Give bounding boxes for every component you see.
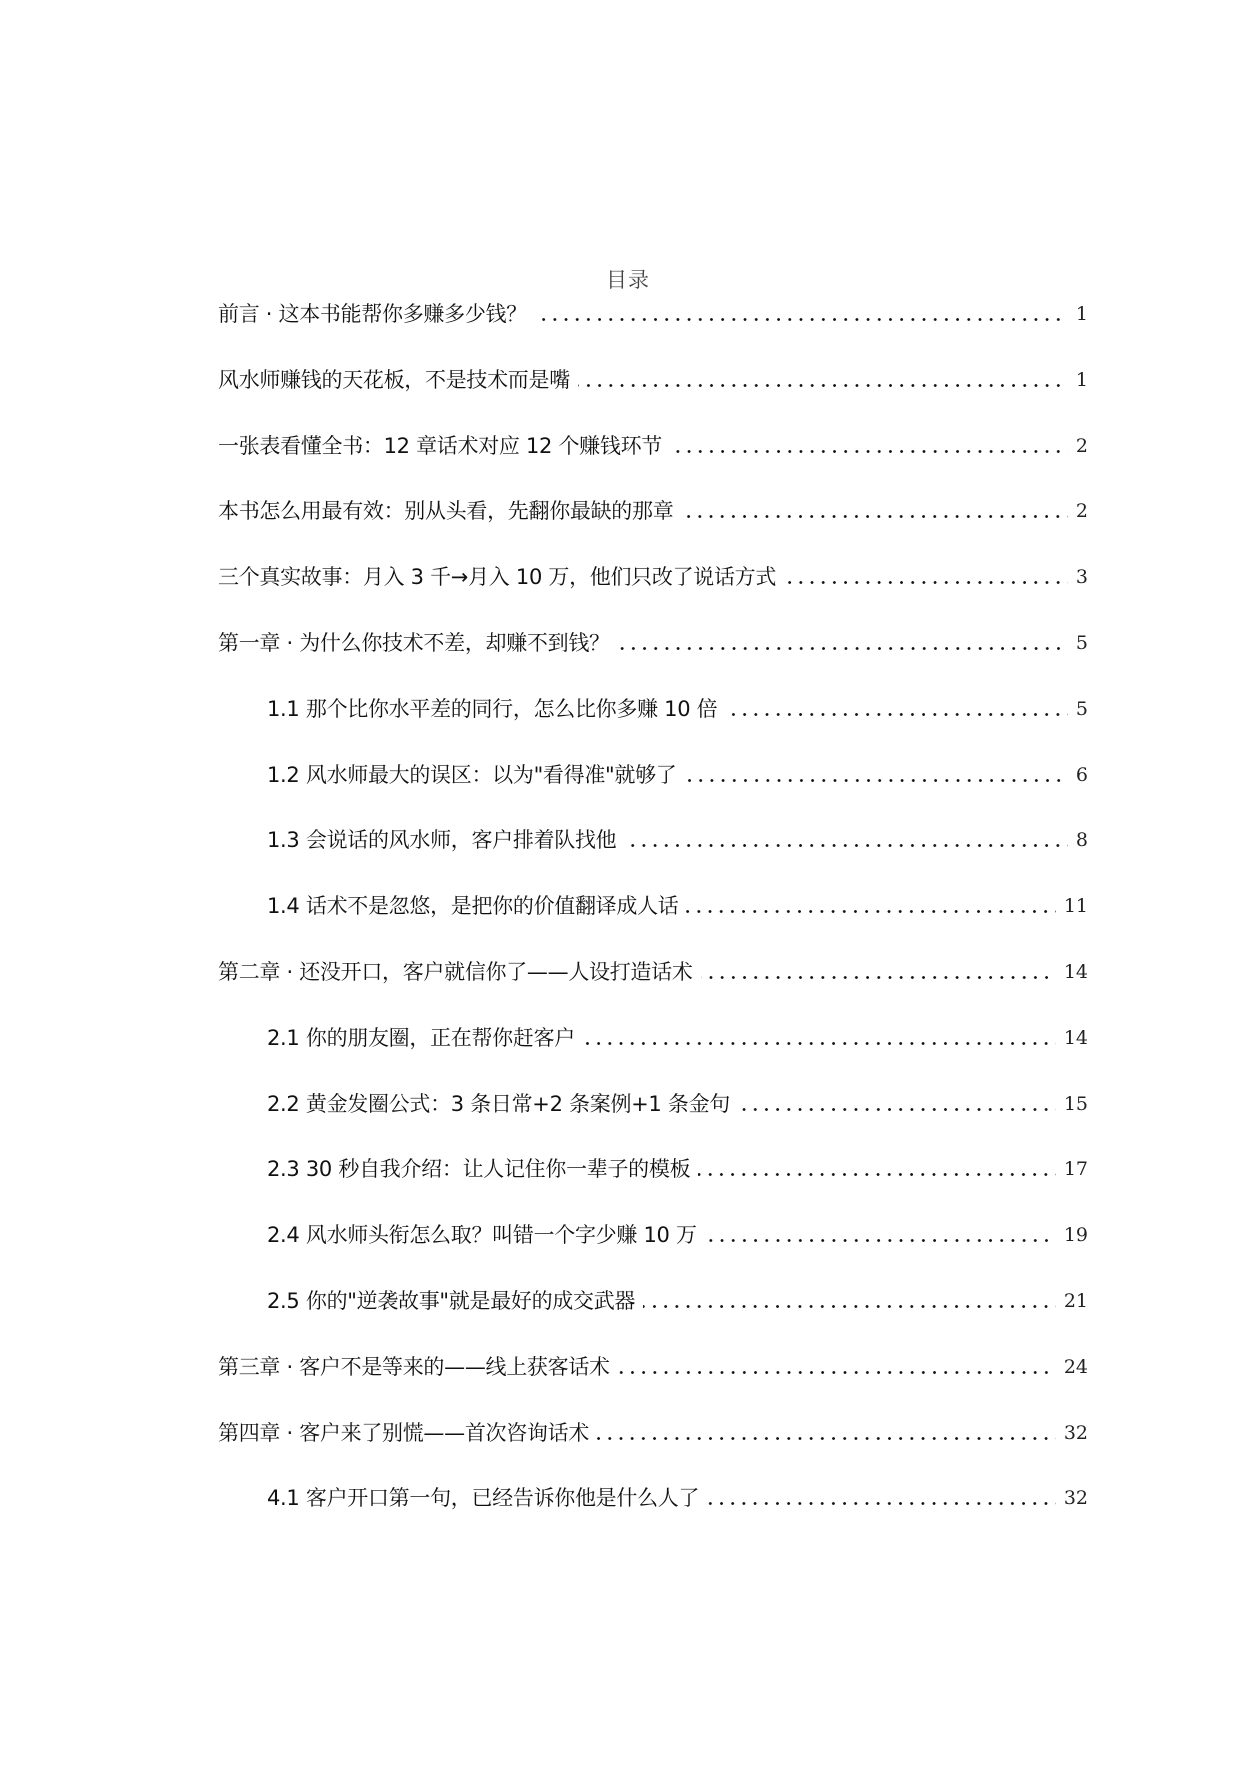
toc-page-number: 15	[1063, 1092, 1088, 1115]
dot-leader	[643, 1285, 1056, 1317]
toc-page-number: 32	[1063, 1421, 1088, 1444]
toc-entry-section-1-3[interactable]	[267, 824, 1088, 856]
dot-leader	[686, 890, 1055, 922]
dot-leader	[701, 956, 1056, 988]
toc-entry-text: 第一章 · 为什么你技术不差，却赚不到钱？	[218, 631, 610, 655]
toc-entry-section-1-1[interactable]	[267, 693, 1088, 725]
toc-entry-text: 2.5 你的"逆袭故事"就是最好的成交武器	[267, 1289, 636, 1313]
toc-page-number: 8	[1075, 829, 1088, 852]
toc-entry-chapter-3[interactable]	[218, 1351, 1088, 1383]
toc-entry-text: 1.1 那个比你水平差的同行，怎么比你多赚 10 倍	[267, 696, 718, 721]
toc-entry-chapter-2[interactable]	[218, 956, 1088, 988]
dot-leader	[618, 627, 1068, 659]
toc-entry-text: 第二章 · 还没开口，客户就信你了——人设打造话术	[218, 960, 693, 984]
toc-entry-section-2-2[interactable]	[267, 1088, 1088, 1120]
toc-entry-text: 前言 · 这本书能帮你多赚多少钱？	[218, 302, 527, 326]
toc-entry-text: 风水师赚钱的天花板，不是技术而是嘴	[218, 367, 570, 392]
toc-page-number: 5	[1075, 632, 1088, 654]
toc-page-number: 6	[1075, 763, 1088, 786]
toc-page-number: 1	[1075, 368, 1088, 391]
toc-entry-text: 2.4 风水师头衔怎么取？叫错一个字少赚 10 万	[267, 1223, 697, 1248]
dot-leader	[705, 1219, 1056, 1251]
toc-entry-text: 4.1 客户开口第一句，已经告诉你他是什么人了	[267, 1486, 700, 1511]
toc-page-number: 2	[1075, 434, 1088, 457]
toc-entry-text: 第三章 · 客户不是等来的——线上获客话术	[218, 1354, 610, 1379]
toc-entry-chapter-4[interactable]	[218, 1417, 1088, 1449]
toc-title: 目录	[606, 268, 650, 292]
toc-entry-section-2-1[interactable]	[267, 1022, 1088, 1054]
dot-leader	[535, 298, 1068, 330]
toc-entry-text: 本书怎么用最有效：别从头看，先翻你最缺的那章	[218, 499, 674, 524]
toc-entry-section-2-3[interactable]	[267, 1153, 1088, 1185]
toc-entry-text: 1.4 话术不是忽悠，是把你的价值翻译成人话	[267, 894, 679, 919]
dot-leader	[784, 561, 1068, 593]
toc-entry-text: 第四章 · 客户来了别慌——首次咨询话术	[218, 1420, 590, 1445]
toc-page-number: 17	[1063, 1158, 1088, 1181]
toc-entry-text: 一张表看懂全书：12 章话术对应 12 个赚钱环节	[218, 433, 662, 458]
toc-entry-text: 1.3 会说话的风水师，客户排着队找他	[267, 828, 617, 853]
toc-page-number: 14	[1063, 1026, 1088, 1049]
dot-leader	[681, 495, 1068, 527]
toc-entry-preface[interactable]	[218, 298, 1088, 330]
toc-entry-text: 1.2 风水师最大的误区：以为"看得准"就够了	[267, 762, 677, 787]
dot-leader	[670, 430, 1068, 462]
dot-leader	[707, 1482, 1056, 1514]
dot-leader	[738, 1088, 1056, 1120]
dot-leader	[618, 1351, 1056, 1383]
toc-entry-text: 2.2 黄金发圈公式：3 条日常+2 条案例+1 条金句	[267, 1091, 730, 1116]
toc-page-number: 24	[1063, 1355, 1088, 1378]
toc-entry[interactable]	[218, 561, 1088, 593]
toc-entry-section-2-5[interactable]	[267, 1285, 1088, 1317]
toc-entry-section-1-2[interactable]	[267, 759, 1088, 791]
toc-entry-section-1-4[interactable]	[267, 890, 1088, 922]
toc-page-number: 19	[1063, 1224, 1088, 1247]
toc-entry-text: 三个真实故事：月入 3 千→月入 10 万，他们只改了说话方式	[218, 565, 777, 590]
dot-leader	[725, 693, 1068, 725]
toc-page-number: 3	[1075, 566, 1088, 589]
toc-page-number: 32	[1063, 1487, 1088, 1510]
toc-entry[interactable]	[218, 495, 1088, 527]
toc-entry-section-4-1[interactable]	[267, 1482, 1088, 1514]
toc-entry-section-2-4[interactable]	[267, 1219, 1088, 1251]
toc-page-number: 1	[1075, 303, 1088, 325]
toc-page-number: 21	[1063, 1290, 1088, 1312]
dot-leader	[698, 1153, 1056, 1185]
dot-leader	[583, 1022, 1056, 1054]
dot-leader	[597, 1417, 1056, 1449]
toc-entry-text: 2.3 30 秒自我介绍：让人记住你一辈子的模板	[267, 1157, 691, 1182]
toc-page-number: 14	[1063, 961, 1088, 983]
toc-page-number: 5	[1075, 697, 1088, 720]
toc-entry[interactable]	[218, 430, 1088, 462]
toc-page-number: 2	[1075, 500, 1088, 523]
dot-leader	[624, 824, 1068, 856]
dot-leader	[685, 759, 1068, 791]
dot-leader	[578, 364, 1068, 396]
toc-entry[interactable]	[218, 364, 1088, 396]
toc-entry-text: 2.1 你的朋友圈，正在帮你赶客户	[267, 1025, 575, 1050]
toc-entry-chapter-1[interactable]	[218, 627, 1088, 659]
toc-page-number: 11	[1063, 895, 1088, 918]
